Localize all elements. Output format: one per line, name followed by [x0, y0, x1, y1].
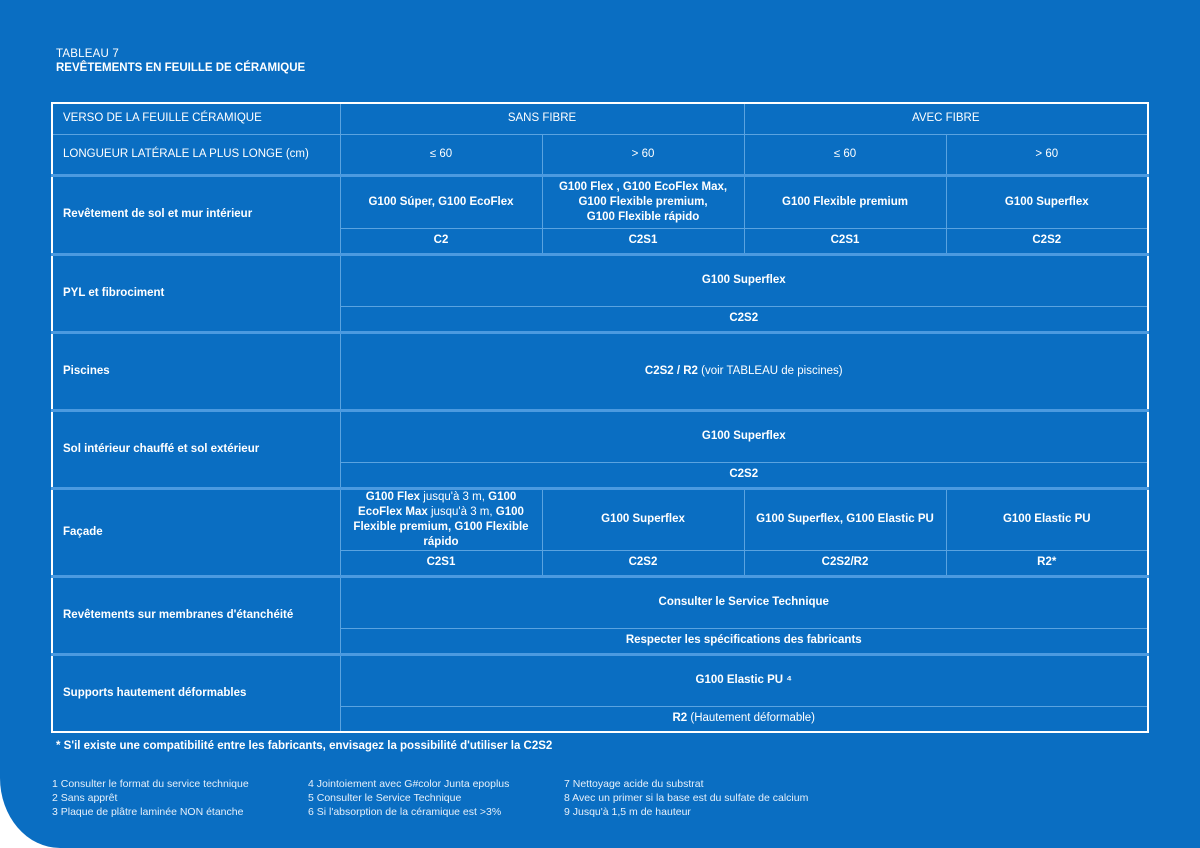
product-text: premium, G100 Flexible rápido [399, 520, 529, 548]
class-cell: C2S2 [542, 550, 744, 576]
supports-class: R2 [672, 712, 688, 725]
header-row [52, 103, 1148, 134]
row-label-facade: Façade [52, 488, 340, 576]
product-text: G100 Flexible [353, 505, 524, 533]
footnotes-column-1 [52, 777, 249, 819]
length-cell: ≤ 60 [744, 134, 946, 175]
product-cell: G100 Elastic PU ⁴ [340, 654, 1148, 706]
row-label-pyl: PYL et fibrociment [52, 254, 340, 332]
product-cell [542, 175, 744, 228]
product-text: G100 EcoFlex [358, 490, 517, 518]
table-row [52, 332, 1148, 410]
row-label-sol: Sol intérieur chauffé et sol extérieur [52, 410, 340, 488]
piscines-reference: (voir TABLEAU de piscines) [701, 364, 843, 377]
class-cell: C2S2 [946, 228, 1148, 254]
product-cell [340, 488, 542, 550]
product-cell: Consulter le Service Technique [340, 576, 1148, 628]
table-row [52, 254, 1148, 306]
product-cell: G100 Elastic PU [946, 488, 1148, 550]
class-cell [340, 706, 1148, 732]
footnotes-column-3 [564, 777, 808, 819]
class-cell: C2S1 [744, 228, 946, 254]
piscines-class: C2S2 / R2 [644, 364, 698, 377]
length-row [52, 134, 1148, 175]
header-avec-fibre: AVEC FIBRE [744, 103, 1148, 134]
product-cell: G100 Superflex [542, 488, 744, 550]
row-label-revetement: Revêtement de sol et mur intérieur [52, 175, 340, 254]
ceramic-coatings-table [51, 102, 1149, 733]
product-cell: G100 Flexible premium [744, 175, 946, 228]
product-line: G100 Flexible rápido [586, 210, 700, 223]
supports-class-note: (Hautement déformable) [690, 712, 816, 725]
length-cell: ≤ 60 [340, 134, 542, 175]
product-cell: G100 Superflex [340, 410, 1148, 462]
product-note: jusqu'à 3 m, [423, 490, 485, 503]
length-cell: > 60 [542, 134, 744, 175]
table-row [52, 410, 1148, 462]
table-row [52, 175, 1148, 228]
footnote: 2 Sans apprêt [52, 792, 118, 804]
product-cell: G100 Superflex [946, 175, 1148, 228]
header-sans-fibre: SANS FIBRE [340, 103, 744, 134]
length-label: LONGUEUR LATÉRALE LA PLUS LONGE (cm) [52, 134, 340, 175]
footnote: 4 Jointoiement avec G#color Junta epoplus [308, 778, 510, 790]
class-cell: C2S2/R2 [744, 550, 946, 576]
class-cell: C2S2 [340, 306, 1148, 332]
row-label-piscines: Piscines [52, 332, 340, 410]
footnote: 1 Consulter le format du service technique [52, 778, 249, 790]
table-row [52, 576, 1148, 628]
class-cell: R2* [946, 550, 1148, 576]
class-cell: C2S1 [542, 228, 744, 254]
table-row [52, 488, 1148, 550]
footnote: 6 Si l'absorption de la céramique est >3% [308, 806, 502, 818]
table-heading [56, 48, 305, 74]
length-cell: > 60 [946, 134, 1148, 175]
product-cell: G100 Superflex, G100 Elastic PU [744, 488, 946, 550]
footnote: 5 Consulter le Service Technique [308, 792, 462, 804]
header-label: VERSO DE LA FEUILLE CÉRAMIQUE [52, 103, 340, 134]
product-line: G100 Flexible premium, [578, 195, 708, 208]
product-line: G100 Flex , G100 EcoFlex Max, [558, 180, 728, 193]
product-cell: G100 Superflex [340, 254, 1148, 306]
row-label-supports: Supports hautement déformables [52, 654, 340, 732]
footnote: 9 Jusqu'à 1,5 m de hauteur [564, 806, 691, 818]
product-text: Max [405, 505, 428, 518]
piscines-cell [340, 332, 1148, 410]
class-cell: C2 [340, 228, 542, 254]
footnote: 8 Avec un primer si la base est du sulfate de calcium [564, 792, 809, 804]
footnote: 3 Plaque de plâtre laminée NON étanche [52, 806, 244, 818]
product-cell: G100 Súper, G100 EcoFlex [340, 175, 542, 228]
table-number: TABLEAU 7 [56, 48, 119, 60]
product-text: G100 Flex [365, 490, 421, 503]
footnote: 7 Nettoyage acide du substrat [564, 778, 704, 790]
table-title: REVÊTEMENTS EN FEUILLE DE CÉRAMIQUE [56, 62, 306, 74]
class-cell: C2S1 [340, 550, 542, 576]
table-row [52, 654, 1148, 706]
footnotes-column-2 [308, 777, 509, 819]
row-label-membranes: Revêtements sur membranes d'étanchéité [52, 576, 340, 654]
table-footnote-star: * S'il existe une compatibilité entre les fabricants, envisagez la possibilité d'utiliser la C2S2 [56, 740, 553, 752]
product-note: jusqu'à 3 m, [430, 505, 493, 518]
class-cell: Respecter les spécifications des fabricants [340, 628, 1148, 654]
class-cell: C2S2 [340, 462, 1148, 488]
